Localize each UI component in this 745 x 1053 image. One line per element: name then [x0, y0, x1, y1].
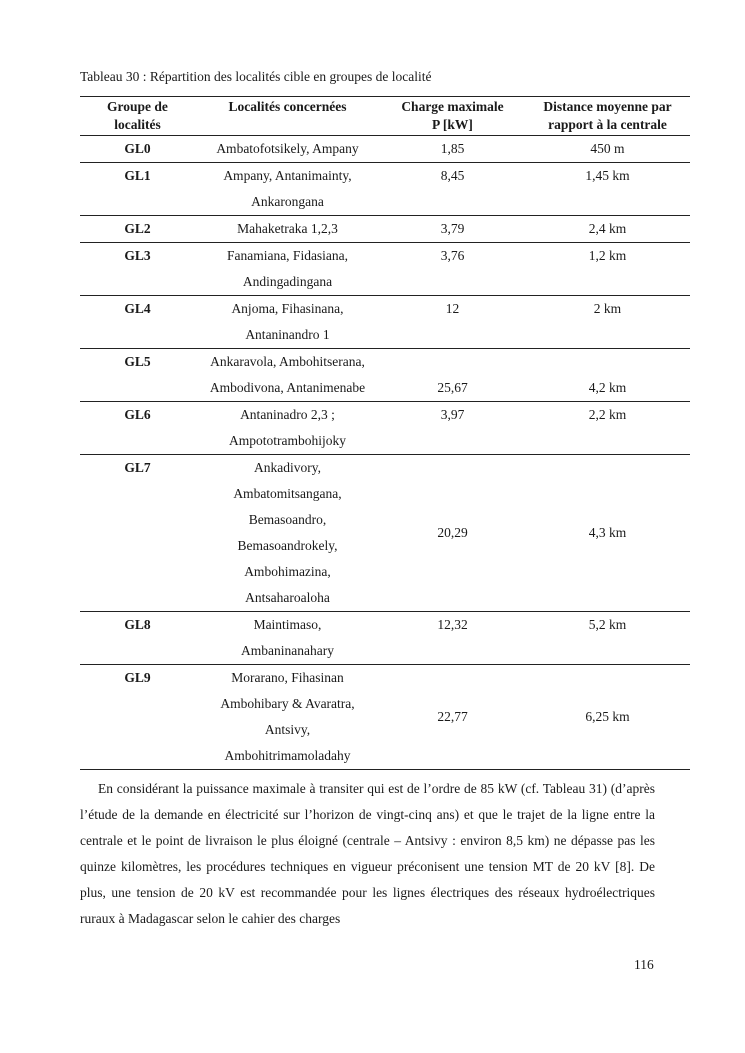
- localites-cell: [195, 163, 380, 216]
- localites-cell: [195, 612, 380, 665]
- localite-line: Maintimaso,: [253, 617, 322, 632]
- table-row: [80, 243, 690, 296]
- localite-line: Anjoma, Fihasinana,: [231, 301, 344, 316]
- localite-line: Mahaketraka 1,2,3: [237, 221, 338, 236]
- charge-cell: 22,77: [437, 709, 468, 724]
- distance-cell: 450 m: [590, 141, 625, 156]
- distance-cell: 1,45 km: [585, 168, 630, 183]
- distance-cell: 2,2 km: [588, 407, 627, 422]
- distance-cell: 4,2 km: [588, 380, 627, 395]
- table-row: [80, 402, 690, 455]
- table-row: [80, 163, 690, 216]
- distance-cell: 5,2 km: [588, 617, 627, 632]
- group-cell: GL6: [124, 407, 151, 422]
- localite-line: Antaninandro 1: [245, 327, 330, 342]
- table-header: [80, 97, 690, 136]
- table-row: [80, 349, 690, 402]
- header-groupe: Groupe de localités: [107, 99, 168, 132]
- group-cell: GL8: [124, 617, 151, 632]
- localites-cell: [195, 296, 380, 349]
- localites-cell: [195, 136, 380, 163]
- table-row: [80, 455, 690, 612]
- table-row: [80, 665, 690, 770]
- localites-cell: [195, 243, 380, 296]
- localite-line: Ambohibary & Avaratra,: [220, 696, 355, 711]
- charge-cell: 12,32: [437, 617, 468, 632]
- group-cell: GL4: [124, 301, 151, 316]
- localite-line: Fanamiana, Fidasiana,: [226, 248, 349, 263]
- distance-cell: 4,3 km: [588, 525, 627, 540]
- localites-cell: [195, 665, 380, 770]
- localite-line: Antaninadro 2,3 ;: [240, 407, 335, 422]
- group-cell: GL2: [124, 221, 151, 236]
- table-row: [80, 296, 690, 349]
- charge-cell: 8,45: [440, 168, 465, 183]
- table-body: [80, 136, 690, 770]
- distance-cell: 6,25 km: [585, 709, 630, 724]
- charge-cell: 3,97: [440, 407, 465, 422]
- table-row: [80, 136, 690, 163]
- localites-cell: [195, 455, 380, 612]
- header-charge: Charge maximale P [kW]: [401, 99, 504, 132]
- group-cell: GL1: [124, 168, 151, 183]
- localite-line: Antsaharoaloha: [245, 590, 330, 605]
- table-row: [80, 216, 690, 243]
- localites-cell: [195, 349, 380, 402]
- body-paragraph: [80, 776, 655, 932]
- charge-cell: 1,85: [440, 141, 465, 156]
- group-cell: GL0: [124, 141, 151, 156]
- localite-line: Ankaravola, Ambohitserana,: [210, 354, 365, 369]
- table-row: [80, 612, 690, 665]
- distance-cell: 2 km: [593, 301, 622, 316]
- distance-cell: 2,4 km: [588, 221, 627, 236]
- localites-table: [80, 96, 690, 770]
- group-cell: GL7: [124, 460, 151, 475]
- localite-line: Ankarongana: [251, 194, 324, 209]
- localites-cell: [195, 402, 380, 455]
- localite-line: Andingadingana: [242, 274, 333, 289]
- charge-cell: 3,79: [440, 221, 465, 236]
- header-distance: Distance moyenne par rapport à la centrale: [543, 99, 672, 132]
- charge-cell: 20,29: [437, 525, 468, 540]
- localite-line: Ampototrambohijoky: [229, 433, 346, 448]
- distance-cell: 1,2 km: [588, 248, 627, 263]
- charge-cell: 25,67: [437, 380, 468, 395]
- group-cell: GL9: [124, 670, 151, 685]
- localite-line: Ampany, Antanimainty,: [223, 168, 352, 183]
- localite-line: Morarano, Fihasinan: [231, 670, 344, 685]
- paragraph-text: En considérant la puissance maximale à transiter qui est de l’ordre de 85 kW (cf. Tableau 31) (d’après l’étude de la demande en électricité sur l’horizon de vingt-cinq ans) et que le trajet de la ligne entre la centrale et le point de livraison le plus éloigné (centrale – Antsivy : environ 8,5 km) ne dépasse pas les quinze kilomètres, les procédures techniques en vigueur préconisent une tension MT de 20 kV [8]. De plus, une tension de 20 kV est recommandée pour les lignes électriques des réseaux hydroélectriques ruraux à Madagascar selon le cahier des charges: [80, 781, 655, 926]
- localite-line: Ambatomitsangana,: [233, 486, 342, 501]
- localite-line: Ambohimazina,: [244, 564, 331, 579]
- group-cell: GL3: [124, 248, 151, 263]
- page-number: 116: [634, 957, 654, 972]
- localite-line: Ambatofotsikely, Ampany: [216, 141, 359, 156]
- localite-line: Bemasoandrokely,: [237, 538, 338, 553]
- table-caption: Tableau 30 : Répartition des localités cible en groupes de localité: [80, 69, 432, 84]
- localite-line: Bemasoandro,: [248, 512, 327, 527]
- localite-line: Ankadivory,: [254, 460, 321, 475]
- localites-cell: [195, 216, 380, 243]
- charge-cell: 12: [445, 301, 460, 316]
- group-cell: GL5: [124, 354, 151, 369]
- localite-line: Ambohitrimamoladahy: [224, 748, 351, 763]
- charge-cell: 3,76: [440, 248, 465, 263]
- header-localites: Localités concernées: [228, 99, 347, 114]
- localite-line: Antsivy,: [264, 722, 311, 737]
- localite-line: Ambaninanahary: [241, 643, 334, 658]
- localite-line: Ambodivona, Antanimenabe: [209, 380, 366, 395]
